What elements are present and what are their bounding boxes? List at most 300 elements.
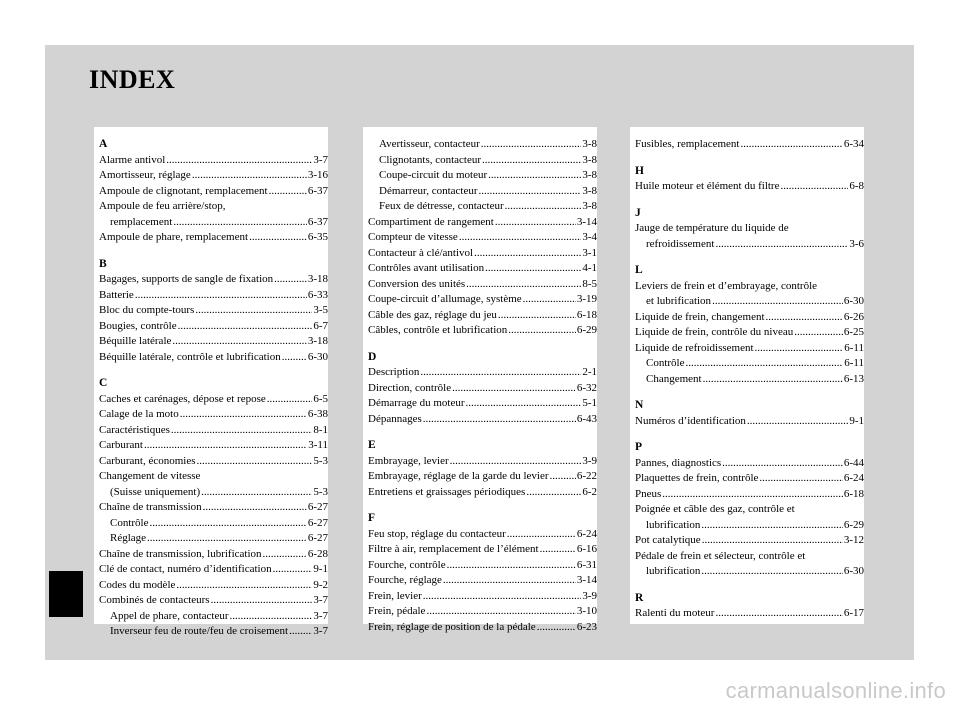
index-entry-text: lubrification [646,518,701,531]
index-entry [99,531,328,547]
index-page-number: 8-1 [313,423,328,436]
index-entry [99,334,328,350]
index-entry [99,609,328,625]
index-entry-text: Fusibles, remplacement [635,138,740,150]
index-letter-heading: E [368,439,376,451]
dot-leader [550,469,576,485]
index-letter-heading: P [635,441,643,453]
index-entry-text: Contrôle [110,516,149,529]
index-entry-line [368,215,597,231]
index-entry [368,573,597,589]
index-entry [635,310,864,326]
index-entry [99,153,328,169]
dot-leader [450,454,582,470]
index-entry [368,620,597,636]
index-page-number: 3-7 [313,153,328,166]
index-page-number: 3-7 [313,625,328,637]
index-entry [99,184,328,200]
index-page-number: 6-30 [843,295,864,307]
index-entry-text: Filtre à air, remplacement de l’élément [368,543,539,555]
index-entry [635,471,864,487]
index-entry-text: Bagages, supports de sangle de fixation [99,273,274,285]
index-entry-text: Inverseur feu de route/feu de croisement [110,625,289,637]
index-entry-text: Câbles, contrôle et lubrification [368,324,508,336]
index-entry [368,199,597,215]
index-entry-line [368,277,597,293]
index-entry-line [635,487,864,503]
index-entry-line [635,414,864,430]
index-entry-line [99,272,328,288]
index-entry [368,292,597,308]
index-entry-text: Embrayage, réglage de la garde du levier [368,470,549,482]
dot-leader [192,168,307,184]
index-entry-text: Liquide de frein, changement [635,310,765,323]
index-entry-line [635,279,864,295]
index-entry [368,469,597,485]
index-entry-line [368,261,597,277]
index-entry-text: Frein, levier [368,589,422,602]
index-entry-line [368,168,597,184]
dot-leader [147,531,307,547]
index-entry-text: Entretiens et graissages périodiques [368,485,526,498]
index-entry-text: Changement [646,372,702,385]
index-entry-line [635,471,864,487]
index-entry-text: Fourche, contrôle [368,558,446,571]
index-entry [368,184,597,200]
dot-leader [171,423,312,439]
dot-leader [173,215,307,231]
index-page-number: 6-5 [313,392,328,405]
index-page-number: 3-9 [582,454,597,467]
index-page-number: 3-6 [849,237,864,250]
index-entry-text: et lubrification [646,295,712,307]
index-page-number: 6-34 [843,138,864,150]
index-page-number: 3-8 [582,184,597,197]
index-page-number: 5-1 [582,397,597,409]
index-entry-line [99,469,328,485]
dot-leader [452,381,576,397]
index-entry [99,469,328,500]
index-entry-text: lubrification [646,565,701,577]
dot-leader [289,624,312,640]
index-page-number: 3-8 [582,200,597,212]
dot-leader [722,456,843,472]
index-entry [99,392,328,408]
index-page-number: 3-18 [307,273,328,285]
index-entry-text: Compteur de vitesse [368,231,458,243]
index-entry-line [635,137,864,153]
index-entry [99,303,328,319]
dot-leader [195,303,312,319]
index-entry-text: Compartiment de rangement [368,215,494,228]
index-letter-heading: H [635,164,644,177]
index-entry-line [635,564,864,580]
index-page-number: 6-33 [307,288,328,301]
index-entry-text: Caractéristiques [99,423,170,436]
page-title: INDEX [89,65,176,94]
index-page-number: 3-18 [307,335,328,347]
index-entry-text: Dépannages [368,412,422,425]
index-entry [99,288,328,304]
index-entry-text: Huile moteur et élément du filtre [635,180,780,192]
dot-leader [273,562,313,578]
index-entry-line [99,547,328,563]
index-page-number: 3-14 [576,215,597,228]
index-entry [635,325,864,341]
index-entry-line [368,589,597,605]
index-entry-text: Poignée et câble des gaz, contrôle et [635,503,795,515]
dot-leader [537,620,576,636]
index-page-number: 3-19 [576,293,597,305]
index-page-number: 3-1 [582,246,597,259]
index-page-number: 6-8 [849,180,864,192]
index-page-number: 4-1 [582,262,597,274]
index-entry-line [368,184,597,200]
index-entry-line [99,215,328,231]
dot-leader [150,516,307,532]
index-page-number: 9-2 [313,578,328,591]
index-entry-line [368,620,597,636]
index-page-number: 6-2 [582,485,597,498]
dot-leader [505,199,582,215]
index-entry-text: Embrayage, levier [368,454,449,467]
index-entry-line [635,356,864,372]
index-entry [635,137,864,153]
dot-leader [201,485,312,501]
index-entry-line [99,423,328,439]
index-page-number: 3-9 [582,589,597,602]
index-entry [635,279,864,310]
index-entry-line [368,308,597,324]
index-entry [368,485,597,501]
dot-leader [423,589,582,605]
index-entry-text: Bloc du compte-tours [99,304,195,316]
index-page-number: 6-18 [576,308,597,321]
index-page-number: 6-26 [843,310,864,323]
index-entry [99,624,328,640]
index-entry-text: Ampoule de feu arrière/stop, [99,200,226,212]
index-entry-text: Frein, réglage de position de la pédale [368,620,536,633]
index-page-number: 6-32 [576,381,597,394]
dot-leader [249,230,307,246]
index-page-number: 2-1 [582,366,597,378]
index-letter-heading: N [635,399,644,411]
index-entry-line [635,221,864,237]
index-entry-text: Feux de détresse, contacteur [379,200,504,212]
dot-leader [507,527,576,543]
index-page-number: 6-27 [307,516,328,529]
dot-leader [474,246,581,262]
index-page-number: 6-31 [576,558,597,571]
dot-leader [269,184,307,200]
index-entry-text: Liquide de refroidissement [635,341,754,354]
index-entry-text: Contrôles avant utilisation [368,262,485,274]
index-entry-text: Chaîne de transmission [99,501,202,513]
index-page-number: 6-11 [844,357,864,369]
dot-leader [523,292,576,308]
index-entry-text: Conversion des unités [368,277,466,290]
index-entry-line [99,531,328,547]
index-entry-text: Description [368,366,420,378]
index-page-number: 3-8 [582,138,597,150]
dot-leader [197,454,313,470]
index-page-number: 3-8 [582,153,597,166]
dot-leader [135,288,307,304]
index-page-number: 6-30 [843,565,864,577]
index-entry [635,502,864,533]
dot-leader [703,372,843,388]
index-entry [99,423,328,439]
dot-leader [701,564,842,580]
dot-leader [426,604,575,620]
index-entry-line [99,578,328,594]
index-entry-text: Jauge de température du liquide de [635,222,789,234]
index-page-number: 3-7 [313,609,328,622]
index-entry [99,500,328,516]
index-entry [99,454,328,470]
index-page-number: 3-11 [308,439,328,451]
index-entry [99,593,328,609]
index-entry-text: Chaîne de transmission, lubrification [99,547,262,560]
index-page-number: 6-28 [307,547,328,560]
dot-leader [498,308,576,324]
index-entry-text: Carburant [99,439,143,451]
index-page-number: 6-38 [307,408,328,420]
index-column-2 [363,127,597,633]
dot-leader [481,137,582,153]
index-letter-heading: L [635,264,643,276]
dot-leader [766,310,843,326]
index-entry [368,153,597,169]
index-letter-heading: F [368,512,376,524]
index-entry-line [368,246,597,262]
index-entry [635,533,864,549]
index-entry-text: Ampoule de phare, remplacement [99,231,249,243]
index-entry-text: Pot catalytique [635,534,701,546]
index-entry-line [635,549,864,565]
index-page-number: 3-14 [576,574,597,586]
index-entry-line [368,412,597,428]
index-entry-line [99,230,328,246]
index-entry [368,365,597,381]
index-page-number: 6-29 [843,518,864,531]
index-entry-line [99,485,328,501]
index-entry-text: (Suisse uniquement) [110,485,201,498]
index-entry [635,487,864,503]
dot-leader [420,365,581,381]
index-entry [635,356,864,372]
index-page-number: 9-1 [313,563,328,575]
dot-leader [459,230,582,246]
index-page-number: 5-3 [313,454,328,467]
index-page-number: 6-16 [576,543,597,555]
index-entry-line [635,325,864,341]
dot-leader [759,471,842,487]
index-entry-text: Béquille latérale, contrôle et lubrification [99,350,281,363]
index-entry-text: remplacement [110,215,173,228]
index-entry-line [368,558,597,574]
index-page-number: 6-44 [843,456,864,469]
index-entry [368,277,597,293]
index-entry [368,381,597,397]
index-entry-line [99,199,328,215]
index-page-number: 6-37 [307,184,328,197]
dot-leader [747,414,848,430]
dot-leader [479,184,582,200]
index-page-number: 6-7 [313,319,328,332]
index-entry [635,372,864,388]
index-entry [635,414,864,430]
index-entry-line [635,372,864,388]
dot-leader [203,500,307,516]
dot-leader [443,573,576,589]
index-page-number: 6-29 [576,324,597,336]
dot-leader [211,593,313,609]
index-entry-text: Feu stop, réglage du contacteur [368,527,506,540]
index-entry [99,516,328,532]
index-letter-heading: C [99,377,108,389]
index-entry-text: Alarme antivol [99,153,166,166]
index-letter-heading: D [368,350,377,363]
index-page-number: 3-7 [313,594,328,606]
index-page-number: 3-16 [307,169,328,181]
dot-leader [282,350,307,366]
index-entry-text: Ampoule de clignotant, remplacement [99,184,268,197]
index-column-1 [94,127,328,637]
index-entry-text: Coupe-circuit du moteur [379,169,488,181]
watermark: carmanualsonline.info [725,678,946,703]
index-entry [368,246,597,262]
index-entry-line [368,485,597,501]
index-entry-text: Amortisseur, réglage [99,169,191,181]
index-entry-line [368,604,597,620]
index-entry-text: Clé de contact, numéro d’identification [99,563,272,575]
index-page-number: 5-3 [313,485,328,498]
index-entry [99,350,328,366]
dot-leader [755,341,844,357]
dot-leader [466,277,581,293]
index-entry-text: Démarrage du moteur [368,397,465,409]
index-entry-line [368,454,597,470]
index-entry-text: Réglage [110,532,147,544]
index-page-number: 3-12 [843,534,864,546]
index-entry-line [99,407,328,423]
index-page-number: 6-35 [307,231,328,243]
index-entry-line [368,137,597,153]
index-entry-line [99,168,328,184]
index-entry-line [99,392,328,408]
index-entry [368,589,597,605]
index-entry-line [99,500,328,516]
index-entry-line [635,179,864,195]
index-page-number: 6-23 [576,620,597,633]
index-entry [368,230,597,246]
dot-leader [423,412,576,428]
index-letter-heading: A [99,138,108,150]
dot-leader [466,396,582,412]
index-letter-heading: R [635,591,644,604]
index-entry-text: Bougies, contrôle [99,319,177,332]
index-entry [635,341,864,357]
index-entry-line [368,365,597,381]
index-entry-text: Calage de la moto [99,408,179,420]
index-entry-text: Carburant, économies [99,454,196,467]
index-entry-text: Pannes, diagnostics [635,456,722,469]
index-page-number: 6-11 [844,341,864,354]
dot-leader [482,153,581,169]
index-entry [99,547,328,563]
index-entry [368,261,597,277]
index-entry-line [99,516,328,532]
index-entry [368,454,597,470]
dot-leader [794,325,843,341]
index-entry [99,168,328,184]
index-letter-heading: J [635,206,641,219]
index-entry-line [368,527,597,543]
index-page-number: 6-37 [307,215,328,228]
index-entry-text: Liquide de frein, contrôle du niveau [635,326,794,338]
index-entry [368,412,597,428]
index-page [45,45,914,660]
index-page-number: 6-24 [843,472,864,484]
index-entry [99,230,328,246]
dot-leader [485,261,581,277]
index-entry-text: Contrôle [646,357,685,369]
index-page-number: 6-43 [576,412,597,425]
index-entry [635,549,864,580]
index-entry [368,308,597,324]
index-entry-line [99,288,328,304]
index-entry-line [368,573,597,589]
dot-leader [780,179,848,195]
index-entry-text: Pédale de frein et sélecteur, contrôle et [635,549,806,562]
index-entry-line [635,502,864,518]
dot-leader [447,558,576,574]
index-entry [368,604,597,620]
dot-leader [712,294,843,310]
dot-leader [540,542,576,558]
index-entry [99,562,328,578]
index-entry-text: Frein, pédale [368,605,426,617]
index-entry-line [99,593,328,609]
index-entry [368,542,597,558]
index-entry-line [635,606,864,622]
index-entry [368,323,597,339]
index-page-number: 6-22 [576,470,597,482]
index-entry-line [635,456,864,472]
index-entry [99,199,328,230]
index-entry-text: Avertisseur, contacteur [379,138,480,150]
index-page-number: 6-27 [307,532,328,544]
index-page-number: 3-10 [576,605,597,617]
dot-leader [267,392,313,408]
index-entry-text: Combinés de contacteurs [99,594,210,606]
index-entry [635,179,864,195]
chapter-tab-marker [49,571,83,617]
index-page-number: 6-18 [843,487,864,500]
index-entry-text: Béquille latérale [99,335,172,347]
index-page-number: 6-25 [843,326,864,338]
dot-leader [508,323,576,339]
index-entry-text: Appel de phare, contacteur [110,609,229,622]
index-entry-text: Batterie [99,288,134,301]
dot-leader [686,356,844,372]
index-entry [635,456,864,472]
index-column-3 [630,127,864,624]
index-entry-line [635,310,864,326]
index-entry-line [368,153,597,169]
index-entry-text: Leviers de frein et d’embrayage, contrôle [635,279,818,292]
